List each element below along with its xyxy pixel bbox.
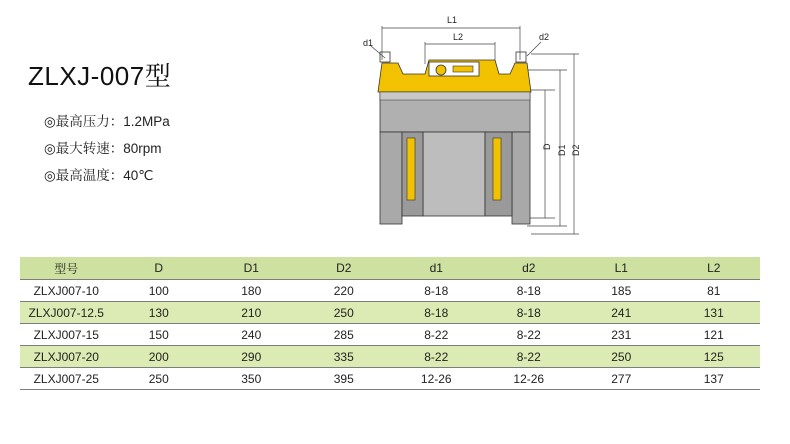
cell-D2: 285	[333, 327, 354, 342]
cell-d1: 8-18	[424, 283, 449, 298]
cell-L1: 185	[611, 283, 632, 298]
dim-D-label: D	[542, 143, 552, 150]
dim-D2-label: D2	[571, 144, 581, 156]
cell-d2: 12-26	[513, 371, 545, 386]
col-L2: L2	[668, 257, 761, 280]
cell-d1: 8-22	[390, 346, 483, 368]
cell-D1: 290	[205, 346, 298, 368]
cell-D2: 220	[333, 283, 354, 298]
page-title: ZLXJ-007型	[28, 61, 172, 91]
max-pressure	[44, 108, 170, 135]
col-D: D	[113, 257, 206, 280]
cell-d1: 12-26	[420, 371, 452, 386]
max-temperature-label: ◎最高温度：	[44, 168, 124, 183]
cell-D2: 335	[298, 346, 391, 368]
dim-L2-label: L2	[453, 32, 464, 42]
max-speed	[44, 135, 170, 162]
cell-L2: 131	[668, 302, 761, 324]
max-temperature	[44, 162, 170, 189]
cell-D1: 180	[241, 283, 262, 298]
cell-L2: 125	[668, 346, 761, 368]
col-model: 型号	[20, 257, 113, 280]
cell-d2: 8-18	[516, 283, 541, 298]
cell-d1: 8-22	[424, 327, 449, 342]
col-L1: L1	[575, 257, 668, 280]
col-D1: D1	[205, 257, 298, 280]
table-row	[20, 324, 760, 346]
cell-model: ZLXJ007-20	[20, 346, 113, 368]
max-pressure-value: 1.2MPa	[123, 114, 170, 129]
dim-D1-label: D1	[557, 144, 567, 156]
col-d2: d2	[483, 257, 576, 280]
cell-d2: 8-22	[516, 327, 541, 342]
cell-D: 130	[113, 302, 206, 324]
cell-D: 100	[148, 283, 169, 298]
cell-D: 150	[148, 327, 169, 342]
cell-D2: 395	[333, 371, 354, 386]
table-row	[20, 346, 760, 368]
cell-L1: 241	[575, 302, 668, 324]
cell-L1: 277	[611, 371, 632, 386]
cell-D1: 240	[241, 327, 262, 342]
col-d1: d1	[390, 257, 483, 280]
joint-cross-section-diagram	[355, 8, 605, 253]
cell-model: ZLXJ007-25	[33, 371, 99, 386]
dim-d2-label: d2	[539, 32, 550, 42]
table-row	[20, 302, 760, 324]
cell-L2: 121	[703, 327, 724, 342]
cell-D: 250	[148, 371, 169, 386]
cell-model: ZLXJ007-12.5	[20, 302, 113, 324]
body-cylinder	[380, 92, 530, 224]
cell-D2: 250	[298, 302, 391, 324]
col-D2: D2	[298, 257, 391, 280]
cell-model: ZLXJ007-15	[33, 327, 99, 342]
cell-D1: 210	[205, 302, 298, 324]
table-header-row	[20, 257, 760, 280]
cell-L1: 250	[575, 346, 668, 368]
table-row	[20, 280, 760, 302]
cell-model: ZLXJ007-10	[33, 283, 99, 298]
cell-L1: 231	[611, 327, 632, 342]
max-speed-label: ◎最大转速：	[44, 141, 124, 156]
max-temperature-value: 40℃	[123, 168, 154, 183]
spec-table	[20, 257, 760, 390]
cell-d2: 8-22	[483, 346, 576, 368]
table-row	[20, 368, 760, 390]
cell-D: 200	[113, 346, 206, 368]
cell-d1: 8-18	[390, 302, 483, 324]
cell-L2: 137	[703, 371, 724, 386]
max-pressure-label: ◎最高压力：	[44, 114, 124, 129]
spec-list	[44, 108, 170, 189]
dim-d1-label: d1	[363, 38, 374, 48]
cell-D1: 350	[241, 371, 262, 386]
dim-L1-label: L1	[447, 15, 458, 25]
max-speed-value: 80rpm	[123, 141, 162, 156]
cell-d2: 8-18	[483, 302, 576, 324]
cell-L2: 81	[707, 283, 721, 298]
housing-shell	[378, 52, 531, 92]
